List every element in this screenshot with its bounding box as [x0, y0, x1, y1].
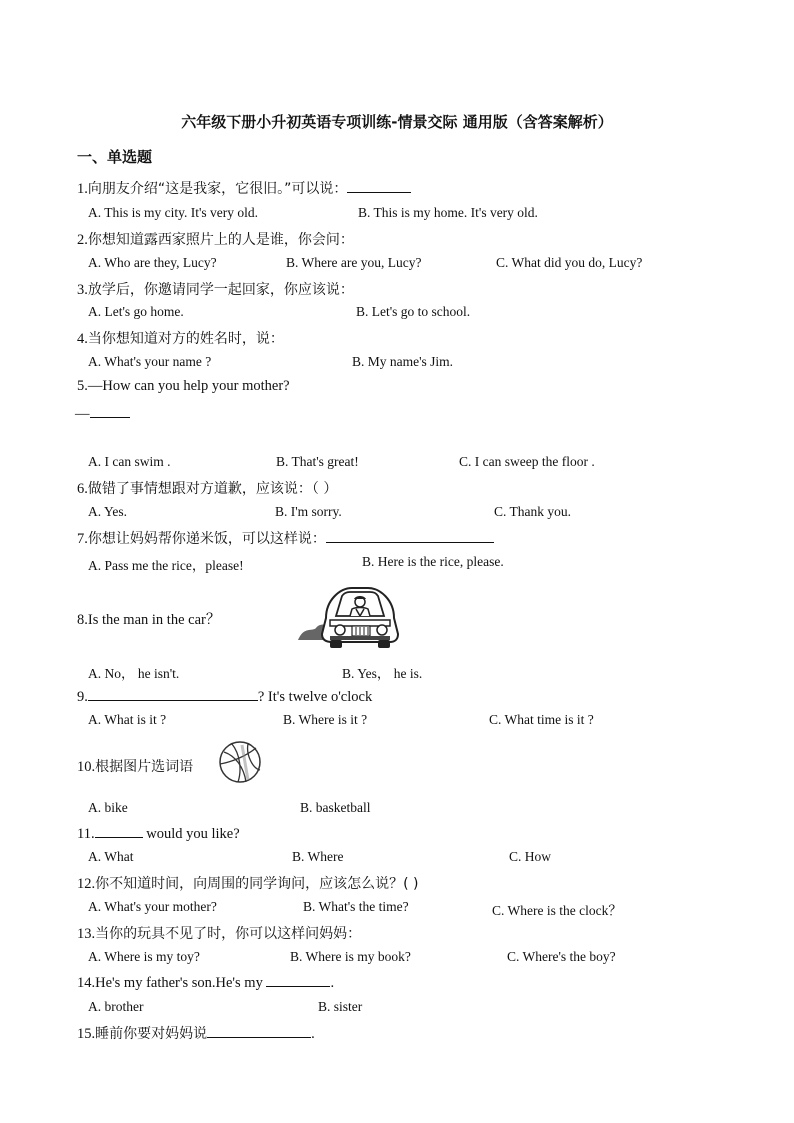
- option-c[interactable]: C. I can sweep the floor .: [459, 454, 595, 469]
- option-a[interactable]: A. No， he isn't.: [88, 666, 180, 681]
- question-5: [77, 378, 290, 395]
- option-a[interactable]: A. Yes.: [88, 504, 128, 519]
- question-2: [77, 229, 354, 249]
- question-3: [77, 279, 354, 299]
- option-c[interactable]: C. How: [509, 849, 552, 864]
- question-number: 2.: [77, 232, 88, 248]
- question-4: [77, 328, 284, 348]
- question-text: 你想让妈妈帮你递米饭，可以这样说：: [87, 531, 326, 547]
- question-9: [77, 687, 372, 706]
- option-a[interactable]: A. This is my city. It's very old.: [88, 205, 259, 220]
- question-text: —How can you help your mother?: [87, 378, 290, 394]
- question-7: [77, 528, 494, 548]
- question-12: [77, 873, 419, 893]
- option-c[interactable]: C. Where is the clock？: [492, 903, 622, 918]
- question-number: 4.: [77, 331, 88, 347]
- question-13: [77, 923, 361, 943]
- option-a[interactable]: A. Where is my toy?: [88, 949, 200, 964]
- option-b[interactable]: B. Yes， he is.: [342, 666, 423, 681]
- option-c[interactable]: C. What time is it ?: [489, 712, 594, 727]
- question-number: 13.: [77, 926, 96, 942]
- question-1: [77, 178, 411, 198]
- question-number: 10.: [77, 759, 96, 775]
- question-number: 7.: [77, 531, 88, 547]
- question-number: 6.: [77, 481, 88, 497]
- section-heading: 一、单选题: [77, 148, 153, 166]
- option-b[interactable]: B. I'm sorry.: [275, 504, 342, 519]
- option-b[interactable]: B. What's the time?: [303, 899, 409, 914]
- question-10: [77, 756, 193, 776]
- question-8: [77, 608, 220, 629]
- option-a[interactable]: A. What is it ?: [88, 712, 167, 727]
- question-text: ? It's twelve o'clock: [257, 689, 373, 705]
- question-11: [77, 824, 240, 843]
- option-c[interactable]: C. Where's the boy?: [507, 949, 616, 964]
- question-14: 14.He's my father's son.He's my .: [77, 975, 335, 991]
- option-c[interactable]: C. Thank you.: [494, 504, 571, 519]
- basketball-illustration: [218, 740, 262, 784]
- option-b[interactable]: B. Where is it ?: [283, 712, 368, 727]
- answer-blank[interactable]: [347, 179, 411, 193]
- question-number: 9.: [77, 689, 88, 705]
- option-b[interactable]: B. Here is the rice, please.: [362, 554, 504, 569]
- answer-blank[interactable]: [326, 529, 494, 543]
- option-b[interactable]: B. basketball: [300, 800, 371, 815]
- question-number: 1.: [77, 181, 88, 197]
- option-a[interactable]: A. brother: [88, 999, 144, 1014]
- answer-blank[interactable]: [88, 687, 258, 701]
- option-c[interactable]: C. What did you do, Lucy?: [496, 255, 643, 270]
- question-6: [77, 478, 337, 498]
- option-b[interactable]: B. Where are you, Lucy?: [286, 255, 422, 270]
- question-number: 8.: [77, 612, 88, 628]
- answer-blank[interactable]: [266, 973, 330, 987]
- question-text: would you like?: [146, 826, 240, 842]
- option-b[interactable]: B. My name's Jim.: [352, 354, 454, 369]
- option-a[interactable]: A. What's your name ?: [88, 354, 212, 369]
- option-a[interactable]: A. Let's go home.: [88, 304, 184, 319]
- dash: —: [75, 406, 90, 422]
- question-text: 你想知道露西家照片上的人是谁，你会问：: [87, 232, 354, 248]
- option-a[interactable]: A. bike: [88, 800, 128, 815]
- option-b[interactable]: B. Where is my book?: [290, 949, 411, 964]
- question-text: 根据图片选词语: [95, 759, 194, 775]
- question-number: 12.: [77, 876, 96, 892]
- answer-blank[interactable]: [95, 824, 143, 838]
- option-b[interactable]: B. Where: [292, 849, 344, 864]
- question-text: 你不知道时间，向周围的同学询问，应该怎么说？( ): [95, 876, 419, 892]
- question-number: 15.: [77, 1026, 96, 1042]
- option-a[interactable]: A. I can swim .: [88, 454, 171, 469]
- option-b[interactable]: B. That's great!: [276, 454, 359, 469]
- option-a[interactable]: A. What's your mother?: [88, 899, 217, 914]
- answer-blank[interactable]: [90, 404, 130, 418]
- option-b[interactable]: B. sister: [318, 999, 363, 1014]
- option-a[interactable]: A. What: [88, 849, 134, 864]
- question-number: 3.: [77, 282, 88, 298]
- page-title: 六年级下册小升初英语专项训练-情景交际 通用版（含答案解析）: [181, 113, 613, 131]
- question-number: 14.: [77, 975, 96, 991]
- question-text: 当你想知道对方的姓名时，说：: [87, 331, 284, 347]
- question-text: 放学后，你邀请同学一起回家，你应该说：: [87, 282, 354, 298]
- car-driver-illustration: [296, 582, 404, 650]
- question-text: 睡前你要对妈妈说: [95, 1026, 208, 1042]
- option-a[interactable]: A. Who are they, Lucy?: [88, 255, 217, 270]
- question-text: 做错了事情想跟对方道歉，应该说：（ ）: [87, 481, 338, 497]
- answer-blank[interactable]: [207, 1024, 311, 1038]
- option-b[interactable]: B. Let's go to school.: [356, 304, 471, 319]
- option-a[interactable]: A. Pass me the rice，please!: [88, 558, 244, 573]
- question-15: [77, 1023, 315, 1043]
- question-text: 向朋友介绍“这是我家，它很旧。”可以说：: [87, 181, 348, 197]
- question-text: Is the man in the car？: [87, 612, 221, 628]
- question-suffix: .: [311, 1026, 315, 1042]
- question-number: 5.: [77, 378, 88, 394]
- question-text: He's my father's son.He's my: [95, 975, 263, 991]
- question-5-answer-line: [75, 404, 130, 423]
- question-number: 11.: [77, 826, 95, 842]
- option-b[interactable]: B. This is my home. It's very old.: [358, 205, 538, 220]
- question-text: 当你的玩具不见了时，你可以这样问妈妈：: [95, 926, 362, 942]
